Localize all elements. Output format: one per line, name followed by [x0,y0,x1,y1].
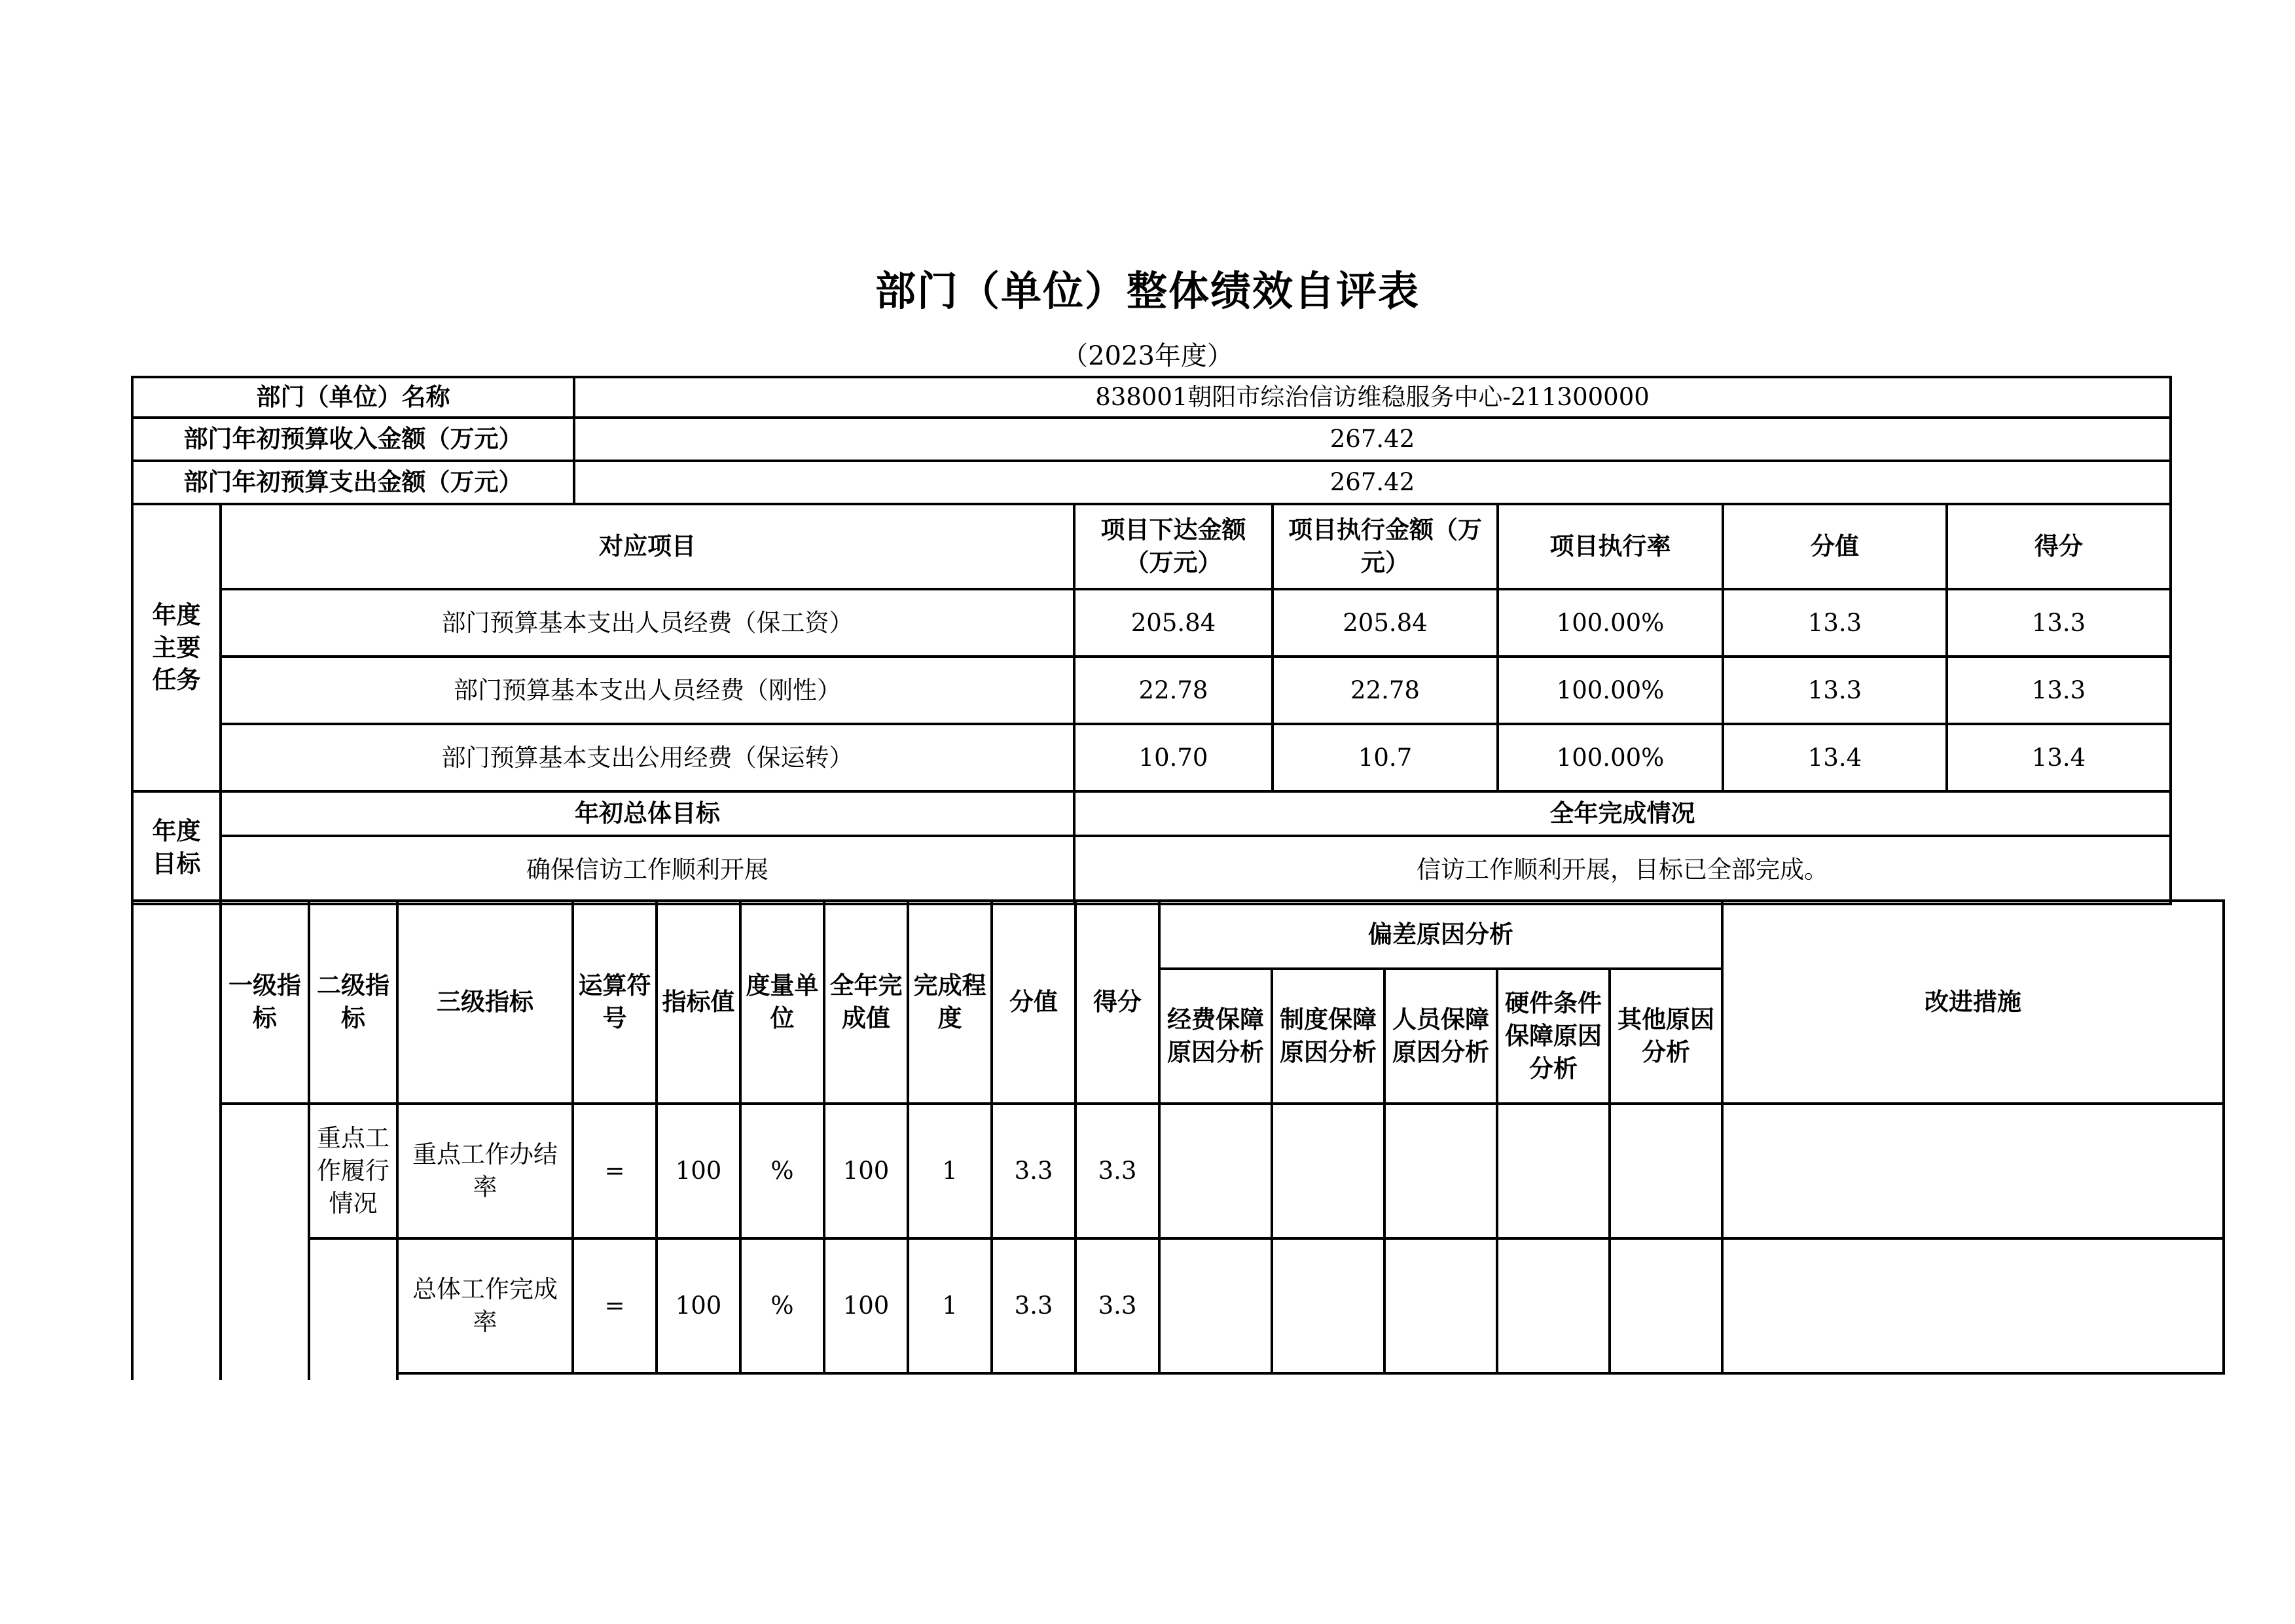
continuation-edge [397,1373,2224,1380]
goals-completion-text: 信访工作顺利开展，目标已全部完成。 [1074,836,2171,904]
indicator-unit: % [740,1104,824,1238]
indicator-level2 [309,1238,397,1380]
ind-header-operator: 运算符号 [573,901,657,1104]
indicator-operator: = [573,1238,657,1373]
ind-header-unit: 度量单位 [740,901,824,1104]
tasks-header-issued: 项目下达金额（万元） [1074,504,1273,589]
ind-header-level2: 二级指标 [309,901,397,1104]
unit-name-value: 838001朝阳市综治信访维稳服务中心-211300000 [574,377,2171,418]
indicator-operator: = [573,1104,657,1238]
indicator-degree: 1 [908,1104,992,1238]
indicator-dev-hardware [1497,1238,1610,1373]
header-info-table [131,376,2172,505]
task-weight: 13.3 [1723,589,1947,657]
tasks-section-label: 年度主要任务 [132,504,221,791]
task-executed: 205.84 [1273,589,1498,657]
ind-header-score: 得分 [1075,901,1159,1104]
expense-value: 267.42 [574,461,2171,504]
task-rate: 100.00% [1498,724,1723,791]
task-score: 13.3 [1947,657,2171,724]
indicator-weight: 3.3 [992,1104,1075,1238]
task-issued: 22.78 [1074,657,1273,724]
ind-header-deviation: 偏差原因分析 [1159,901,1722,969]
goals-content-row [132,836,2171,904]
unit-name-label: 部门（单位）名称 [132,377,574,418]
tasks-header-score: 得分 [1947,504,2171,589]
goals-header-row [132,791,2171,836]
task-item: 部门预算基本支出人员经费（保工资） [221,589,1074,657]
ind-header-dev-staff: 人员保障原因分析 [1384,969,1497,1104]
ind-header-weight: 分值 [992,901,1075,1104]
task-issued: 205.84 [1074,589,1273,657]
income-label: 部门年初预算收入金额（万元） [132,418,574,461]
goals-initial-text: 确保信访工作顺利开展 [221,836,1074,904]
indicator-row-continuation [132,1373,2224,1380]
indicator-dev-other [1610,1104,1722,1238]
task-row [132,657,2171,724]
task-rate: 100.00% [1498,589,1723,657]
task-executed: 10.7 [1273,724,1498,791]
indicator-level3: 总体工作完成率 [397,1238,573,1373]
indicator-dev-funding [1159,1104,1272,1238]
header-row-unit-name [132,377,2171,418]
indicator-improvement [1722,1238,2224,1373]
ind-header-target: 指标值 [657,901,740,1104]
tasks-header-weight: 分值 [1723,504,1947,589]
task-score: 13.4 [1947,724,2171,791]
header-row-expense [132,461,2171,504]
task-issued: 10.70 [1074,724,1273,791]
ind-header-actual: 全年完成值 [824,901,908,1104]
indicator-level1 [221,1104,309,1380]
task-score: 13.3 [1947,589,2171,657]
ind-header-level3: 三级指标 [397,901,573,1104]
tasks-header-row [132,504,2171,589]
indicator-dev-funding [1159,1238,1272,1373]
tasks-header-item: 对应项目 [221,504,1074,589]
ind-header-dev-funding: 经费保障原因分析 [1159,969,1272,1104]
indicator-dev-system [1272,1238,1384,1373]
expense-label: 部门年初预算支出金额（万元） [132,461,574,504]
indicator-row [132,1238,2224,1373]
ind-header-improvement: 改进措施 [1722,901,2224,1104]
indicator-score: 3.3 [1075,1238,1159,1373]
task-rate: 100.00% [1498,657,1723,724]
tasks-goals-table [131,503,2172,905]
indicator-weight: 3.3 [992,1238,1075,1373]
page-title: 部门（单位）整体绩效自评表 [875,267,1420,315]
goals-initial-header: 年初总体目标 [221,791,1074,836]
ind-header-dev-other: 其他原因分析 [1610,969,1722,1104]
indicator-target: 100 [657,1104,740,1238]
indicator-degree: 1 [908,1238,992,1373]
indicator-actual: 100 [824,1238,908,1373]
indicator-level2: 重点工作履行情况 [309,1104,397,1238]
tasks-header-executed: 项目执行金额（万元） [1273,504,1498,589]
indicator-dev-other [1610,1238,1722,1373]
indicators-left-margin [132,901,221,1380]
indicator-target: 100 [657,1238,740,1373]
task-row [132,589,2171,657]
ind-header-level1: 一级指标 [221,901,309,1104]
goals-section-label: 年度目标 [132,791,221,904]
indicators-header-row [132,901,2224,969]
task-item: 部门预算基本支出人员经费（刚性） [221,657,1074,724]
task-weight: 13.3 [1723,657,1947,724]
indicators-table [131,899,2225,1380]
indicator-level3: 重点工作办结率 [397,1104,573,1238]
header-row-income [132,418,2171,461]
indicator-dev-staff [1384,1104,1497,1238]
tasks-header-rate: 项目执行率 [1498,504,1723,589]
task-item: 部门预算基本支出公用经费（保运转） [221,724,1074,791]
indicator-improvement [1722,1104,2224,1238]
task-executed: 22.78 [1273,657,1498,724]
task-row [132,724,2171,791]
indicator-dev-staff [1384,1238,1497,1373]
indicator-unit: % [740,1238,824,1373]
page-subtitle: （2023年度） [1062,341,1233,371]
ind-header-dev-hardware: 硬件条件保障原因分析 [1497,969,1610,1104]
income-value: 267.42 [574,418,2171,461]
indicator-score: 3.3 [1075,1104,1159,1238]
ind-header-dev-system: 制度保障原因分析 [1272,969,1384,1104]
indicator-row [132,1104,2224,1238]
goals-completion-header: 全年完成情况 [1074,791,2171,836]
indicator-dev-system [1272,1104,1384,1238]
task-weight: 13.4 [1723,724,1947,791]
indicator-dev-hardware [1497,1104,1610,1238]
indicator-actual: 100 [824,1104,908,1238]
ind-header-degree: 完成程度 [908,901,992,1104]
